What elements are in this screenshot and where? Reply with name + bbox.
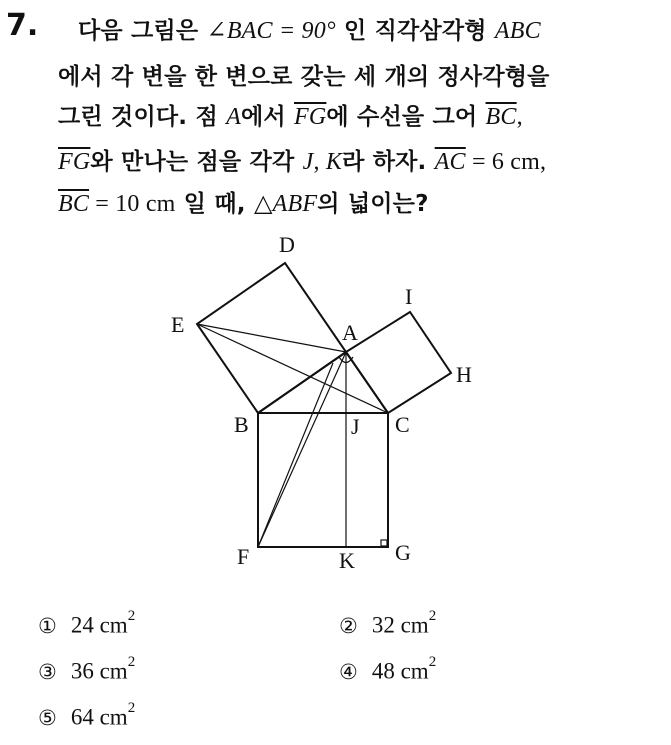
choice-number: ② [339,613,358,638]
choice-number: ⑤ [38,705,57,730]
square-achi [346,312,451,413]
choice-3[interactable] [38,654,136,685]
choice-exponent: 2 [428,608,437,624]
choice-2[interactable] [339,608,437,639]
label-b: B [234,412,249,437]
segment-ec [197,324,388,413]
segment-ea [197,324,346,352]
label-k: K [339,548,355,573]
choice-exponent: 2 [127,654,136,670]
segment-f-inner [258,363,333,547]
choice-number: ① [38,613,57,638]
choice-unit: cm [99,612,128,638]
segment-label: $\overline{BC}$ [485,104,517,130]
label-c: C [395,412,410,437]
square-bcgf [258,413,388,547]
choice-unit: cm [400,658,429,684]
point-label: A [226,104,241,130]
text: 의 넓이는? [317,191,429,217]
triangle-name: △ABF [253,191,318,217]
question-number: 7. [6,8,39,43]
label-f: F [237,544,250,569]
choice-unit: cm [99,658,128,684]
point-label: J [302,149,314,175]
label-i: I [405,284,413,309]
text: 인 직각삼각형 [335,18,495,44]
text: 라 하자. [342,149,435,175]
angle-expression: ∠BAC = 90° [206,18,336,44]
segment-label: $\overline{FG}$ [58,149,91,175]
segment-label: $\overline{AC}$ [434,149,466,175]
question-line-2: 에서 각 변을 한 변으로 갖는 세 개의 정사각형을 [58,64,550,90]
segment-label: $\overline{BC}$ [58,191,90,217]
choice-5[interactable] [38,700,136,731]
choice-value: 48 [371,658,395,684]
text: 에 수선을 그어 [326,104,486,130]
choice-value: 36 [70,658,94,684]
text: 그린 것이다. 점 [58,104,227,130]
choice-value: 24 [70,612,94,638]
choice-exponent: 2 [428,654,437,670]
triangle-name: ABC [494,18,541,44]
text: 와 만나는 점을 각각 [90,149,303,175]
choice-value: 32 [371,612,395,638]
choice-exponent: 2 [127,700,136,716]
choice-exponent: 2 [127,608,136,624]
punctuation: , [516,104,523,130]
label-d: D [279,232,295,257]
segment-fa [258,352,346,547]
label-h: H [456,362,472,387]
choice-4[interactable] [339,654,437,685]
point-label: K [325,149,343,175]
choice-number: ③ [38,659,57,684]
label-a: A [342,320,358,345]
choice-unit: cm [400,612,429,638]
label-g: G [395,540,411,565]
text: 다음 그림은 [78,18,207,44]
choice-value: 64 [70,704,94,730]
text: 일 때, [175,191,254,217]
choice-1[interactable] [38,608,136,639]
length-value: = 6 cm, [465,149,547,175]
choice-unit: cm [99,704,128,730]
punctuation: , [313,149,326,175]
length-value: = 10 cm [89,191,176,217]
label-j: J [351,414,360,439]
segment-label: $\overline{FG}$ [294,104,327,130]
text: 에서 [240,104,294,130]
label-e: E [171,312,185,337]
choice-number: ④ [339,659,358,684]
right-angle-mark-g [381,540,387,546]
